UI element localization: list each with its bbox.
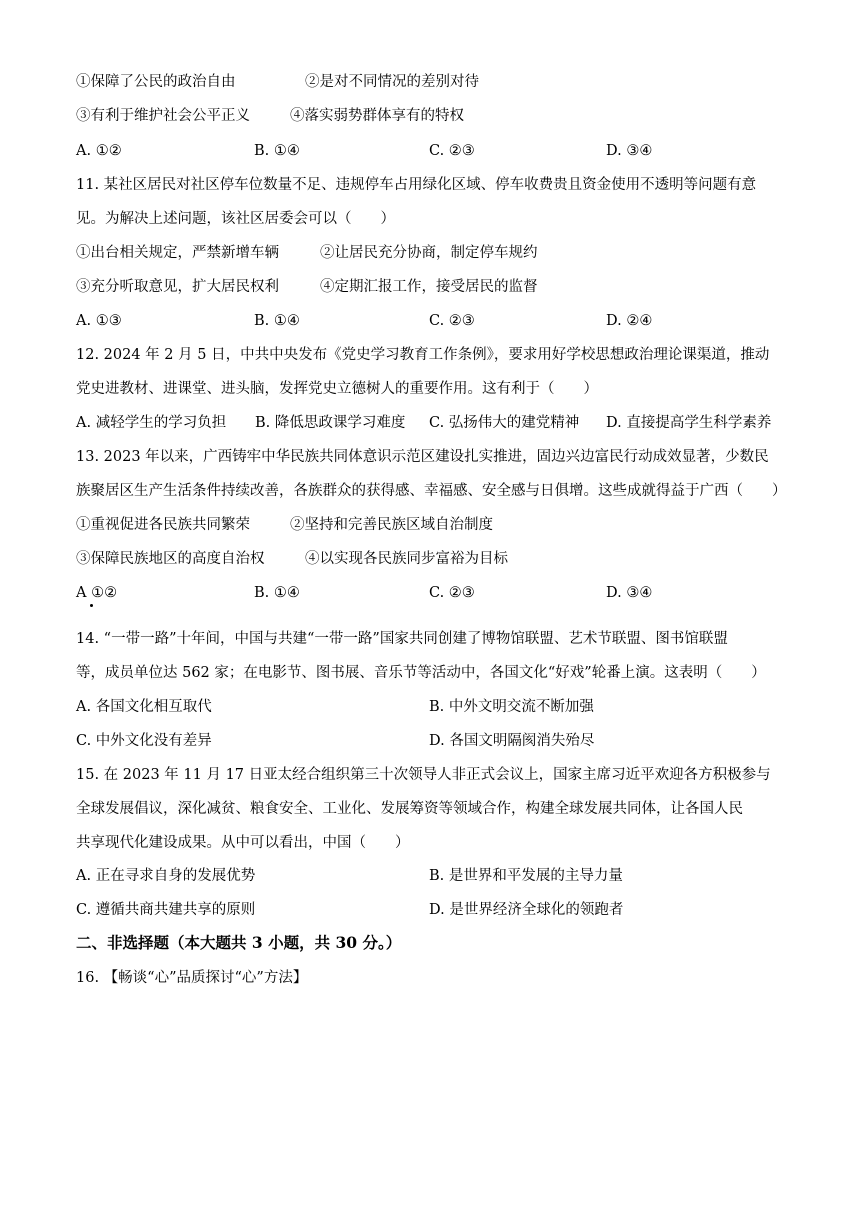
q10-option-b[interactable]: B. ①④: [254, 143, 300, 159]
stray-dot-mark: [90, 604, 93, 607]
q10-option-d[interactable]: D. ③④: [606, 143, 653, 159]
q13-statement-1: ①重视促进各民族共同繁荣: [76, 517, 250, 533]
q15-stem-line-3: 共享现代化建设成果。从中可以看出，中国（ ）: [76, 835, 410, 851]
q11-option-d[interactable]: D. ②④: [606, 313, 653, 329]
q12-option-d[interactable]: D. 直接提高学生科学素养: [606, 415, 772, 431]
q10-option-a[interactable]: A. ①②: [76, 143, 122, 159]
q11-statement-4: ④定期汇报工作，接受居民的监督: [320, 279, 538, 295]
q11-statement-2: ②让居民充分协商，制定停车规约: [320, 245, 538, 261]
q13-statement-2: ②坚持和完善民族区域自治制度: [290, 517, 493, 533]
q10-option-c[interactable]: C. ②③: [429, 143, 475, 159]
q12-option-a[interactable]: A. 减轻学生的学习负担: [76, 415, 227, 431]
q11-option-a[interactable]: A. ①③: [76, 313, 122, 329]
q10-statement-2: ②是对不同情况的差别对待: [305, 74, 479, 90]
q11-stem-line-1: 11. 某社区居民对社区停车位数量不足、违规停车占用绿化区域、停车收费贵且资金使用不透明等问题有意: [76, 177, 757, 193]
q11-stem-line-2: 见。为解决上述问题，该社区居委会可以（ ）: [76, 211, 395, 227]
q13-stem-line-1: 13. 2023 年以来，广西铸牢中华民族共同体意识示范区建设扎实推进，固边兴边富民行动成效显著，少数民: [76, 449, 769, 465]
q14-stem-line-2: 等，成员单位达 562 家；在电影节、图书展、音乐节等活动中，各国文化“好戏”轮番上演。这表明（ ）: [76, 665, 766, 681]
q15-option-a[interactable]: A. 正在寻求自身的发展优势: [76, 868, 256, 884]
q13-option-c[interactable]: C. ②③: [429, 585, 475, 601]
q15-stem-line-2: 全球发展倡议，深化减贫、粮食安全、工业化、发展筹资等领域合作，构建全球发展共同体，让各国人民: [76, 801, 743, 817]
q11-option-b[interactable]: B. ①④: [254, 313, 300, 329]
q13-stem-line-2: 族聚居区生产生活条件持续改善，各族群众的获得感、幸福感、安全感与日俱增。这些成就得益于广西（ ）: [76, 483, 787, 499]
q13-option-a[interactable]: A ①②: [76, 585, 118, 601]
q15-option-d[interactable]: D. 是世界经济全球化的领跑者: [429, 902, 624, 918]
q15-stem-line-1: 15. 在 2023 年 11 月 17 日亚太经合组织第三十次领导人非正式会议上，国家主席习近平欢迎各方积极参与: [76, 767, 771, 783]
q11-statement-1: ①出台相关规定，严禁新增车辆: [76, 245, 279, 261]
q12-option-c[interactable]: C. 弘扬伟大的建党精神: [429, 415, 580, 431]
q14-stem-line-1: 14. “一带一路”十年间，中国与共建“一带一路”国家共同创建了博物馆联盟、艺术节联盟、图书馆联盟: [76, 631, 728, 647]
q16-title: 16. 【畅谈“心”品质探讨“心”方法】: [76, 970, 308, 986]
q14-option-d[interactable]: D. 各国文明隔阂消失殆尽: [429, 733, 595, 749]
q10-statement-4: ④落实弱势群体享有的特权: [290, 108, 464, 124]
q11-statement-3: ③充分听取意见，扩大居民权利: [76, 279, 279, 295]
q12-option-b[interactable]: B. 降低思政课学习难度: [255, 415, 406, 431]
q12-stem-line-1: 12. 2024 年 2 月 5 日，中共中央发布《党史学习教育工作条例》，要求用好学校思想政治理论课渠道，推动: [76, 347, 770, 363]
q10-statement-1: ①保障了公民的政治自由: [76, 74, 236, 90]
q11-option-c[interactable]: C. ②③: [429, 313, 475, 329]
q13-statement-3: ③保障民族地区的高度自治权: [76, 551, 265, 567]
q13-option-d[interactable]: D. ③④: [606, 585, 653, 601]
q12-stem-line-2: 党史进教材、进课堂、进头脑，发挥党史立德树人的重要作用。这有利于（ ）: [76, 381, 598, 397]
section-2-heading: 二、非选择题（本大题共 3 小题，共 30 分。）: [76, 933, 402, 952]
q13-statement-4: ④以实现各民族同步富裕为目标: [305, 551, 508, 567]
q13-option-b[interactable]: B. ①④: [254, 585, 300, 601]
q14-option-a[interactable]: A. 各国文化相互取代: [76, 699, 212, 715]
q14-option-b[interactable]: B. 中外文明交流不断加强: [429, 699, 594, 715]
q14-option-c[interactable]: C. 中外文化没有差异: [76, 733, 212, 749]
q10-statement-3: ③有利于维护社会公平正义: [76, 108, 250, 124]
q15-option-c[interactable]: C. 遵循共商共建共享的原则: [76, 902, 256, 918]
q15-option-b[interactable]: B. 是世界和平发展的主导力量: [429, 868, 623, 884]
